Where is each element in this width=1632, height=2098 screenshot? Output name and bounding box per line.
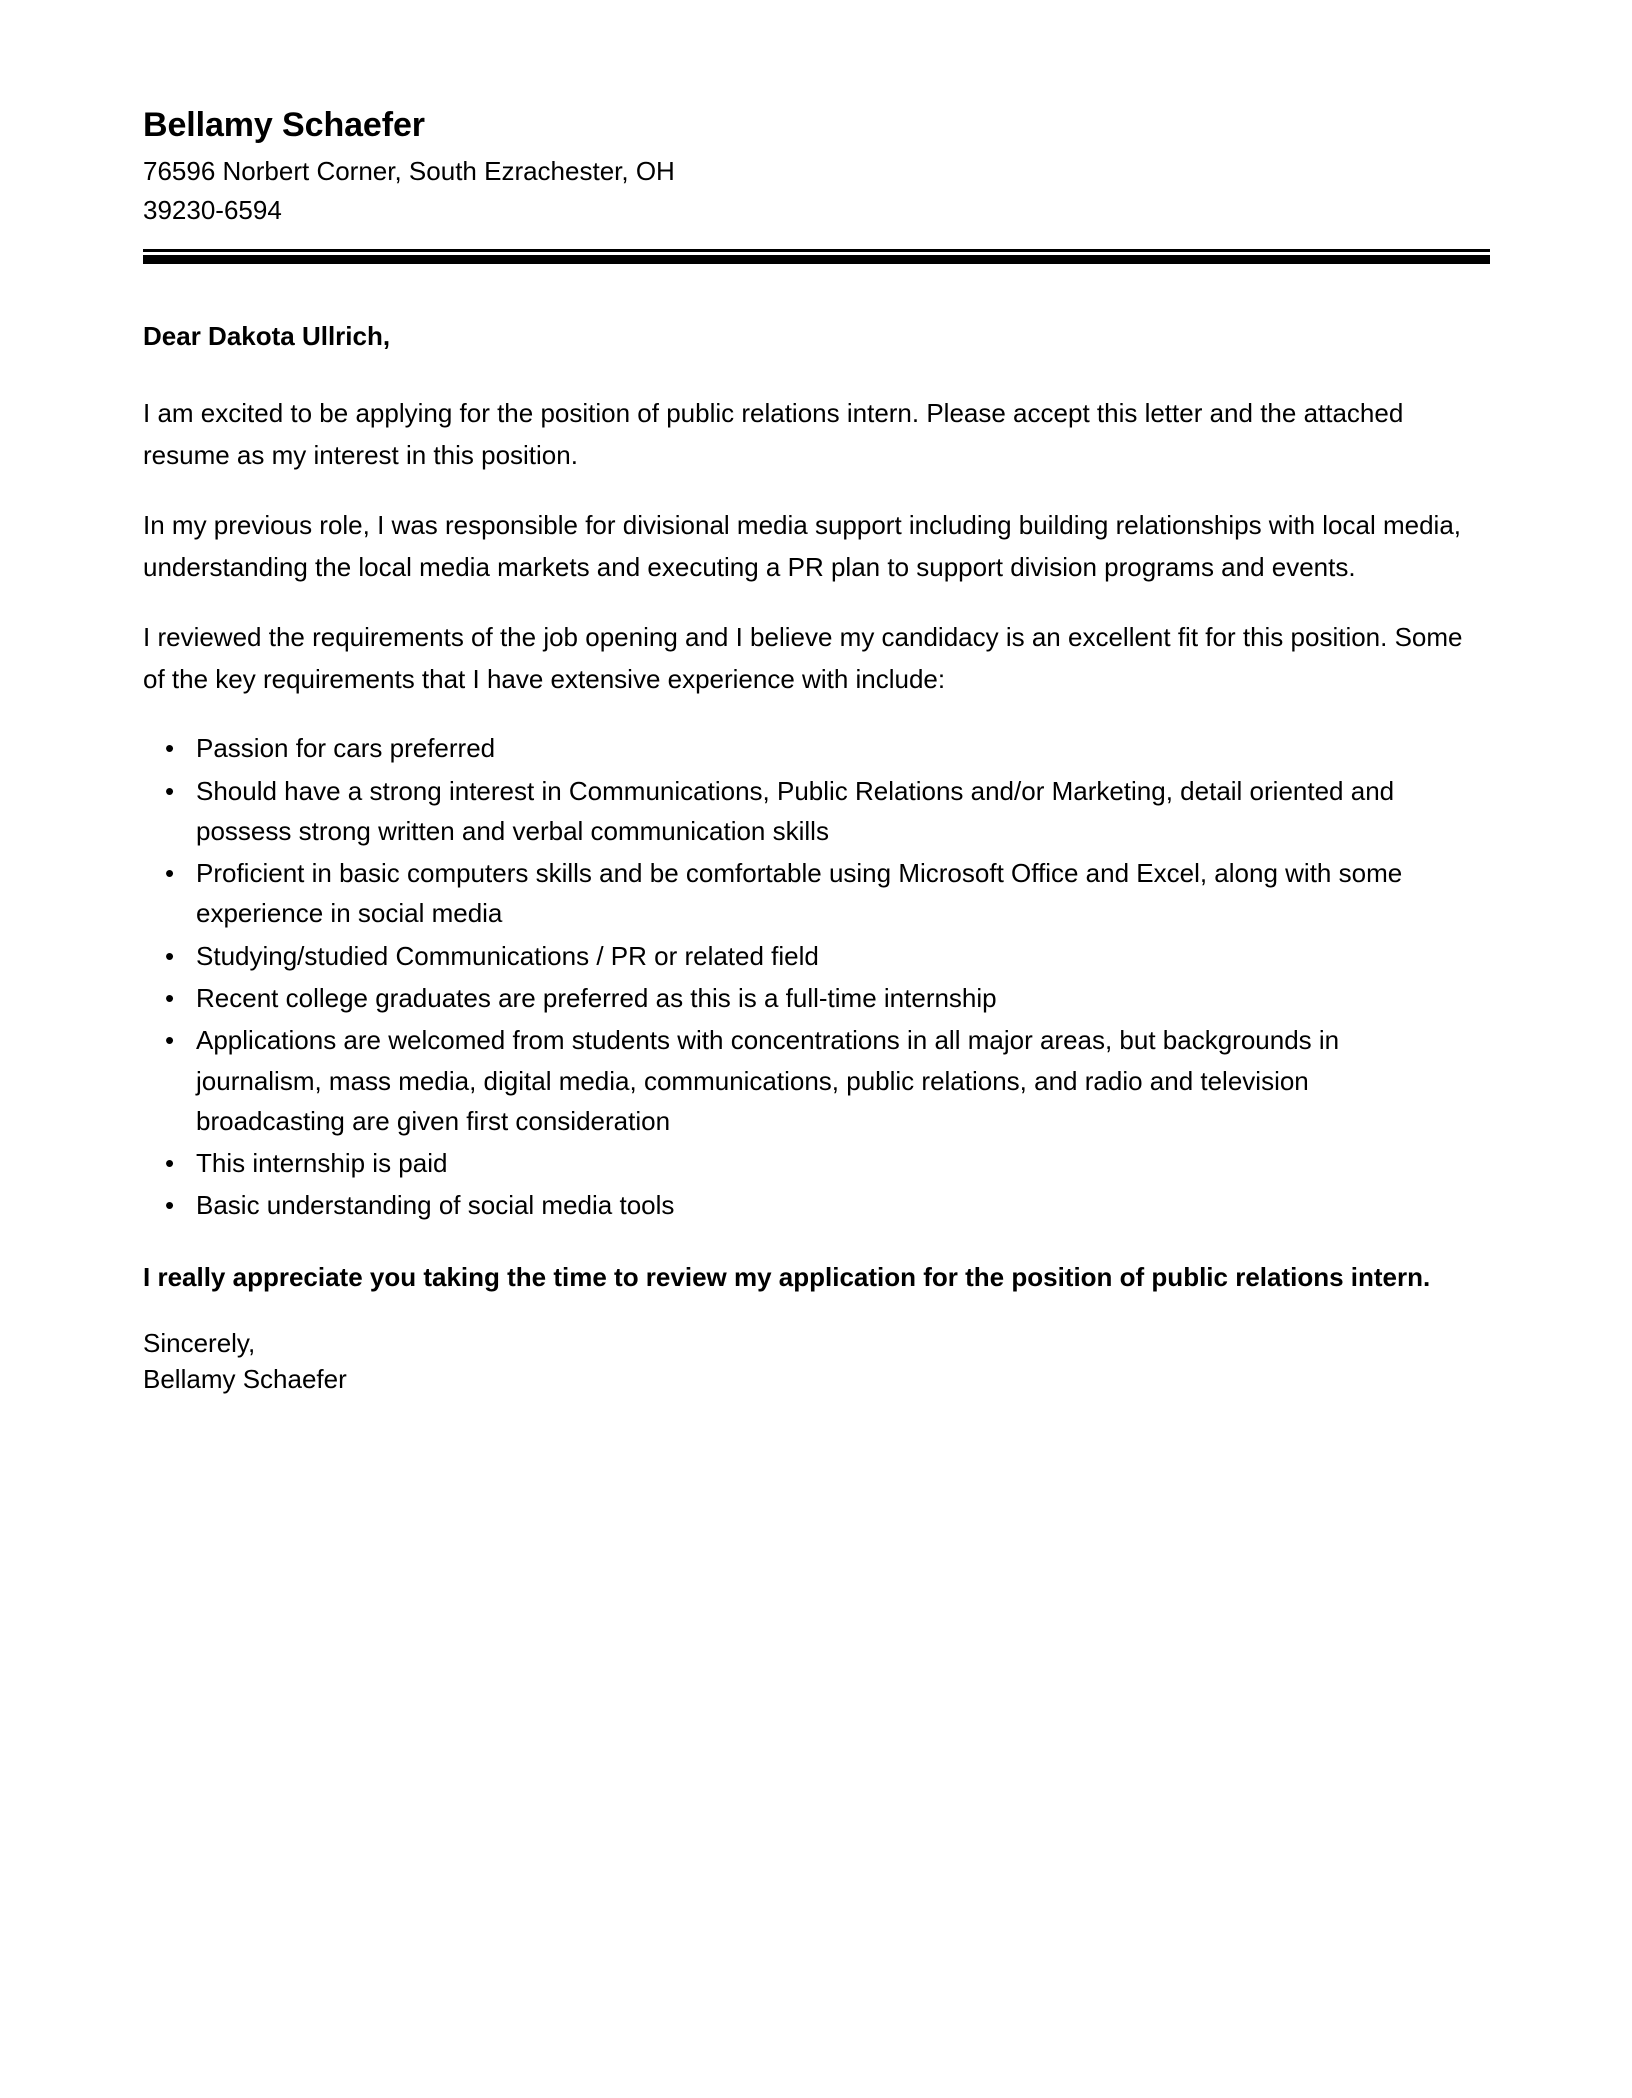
- list-item: [143, 728, 1463, 768]
- divider-thin-rule: [143, 249, 1490, 252]
- list-item: [143, 936, 1463, 976]
- list-item-label: Applications are welcomed from students with concentrations in all major areas, but backgrounds in journalism, mass media, digital media, communications, public relations, and radio and television broadcasting are given first consideration: [196, 1025, 1340, 1136]
- body-paragraph-1: I am excited to be applying for the position of public relations intern. Please accept this letter and the attached resume as my interest in this position.: [143, 397, 1404, 470]
- bullet-icon: •: [165, 1148, 175, 1179]
- list-item-label: This internship is paid: [196, 1148, 448, 1179]
- list-item-label: Proficient in basic computers skills and be comfortable using Microsoft Office and Excel, along with some experience in social media: [196, 858, 1403, 929]
- list-item-label: Passion for cars preferred: [196, 733, 496, 764]
- signature-block: [143, 1326, 1489, 1398]
- divider-thick-rule: [143, 255, 1490, 264]
- list-item-label: Basic understanding of social media tools: [196, 1190, 675, 1221]
- letterhead: [143, 0, 1489, 260]
- body-paragraph-3: I reviewed the requirements of the job opening and I believe my candidacy is an excellent fit for this position. Some of the key requirements that I have extensive experience with include:: [143, 621, 1463, 695]
- sender-name: Bellamy Schaefer: [143, 106, 425, 144]
- list-item: [143, 978, 1463, 1018]
- list-item-label: Recent college graduates are preferred as this is a full-time internship: [196, 982, 997, 1013]
- bullet-icon: •: [165, 858, 175, 889]
- bullet-icon: •: [165, 1025, 175, 1056]
- list-item: [143, 1185, 1463, 1225]
- letter-body: [143, 260, 1489, 1398]
- closing-salutation: Sincerely,: [143, 1327, 256, 1358]
- list-item-label: Should have a strong interest in Communications, Public Relations and/or Marketing, detail oriented and possess strong written and verbal communication skills: [196, 775, 1395, 846]
- list-item-label: Studying/studied Communications / PR or related field: [196, 940, 819, 971]
- salutation: Dear Dakota Ullrich,: [143, 320, 391, 351]
- letterhead-divider: [143, 249, 1490, 260]
- bullet-icon: •: [165, 733, 175, 764]
- list-item: [143, 1143, 1463, 1183]
- sender-address-line-1: 76596 Norbert Corner, South Ezrachester, OH: [143, 155, 675, 186]
- list-item: [143, 853, 1463, 934]
- list-item: [143, 771, 1463, 852]
- closing-statement: I really appreciate you taking the time to review my application for the position of public relations intern.: [143, 1261, 1431, 1292]
- bullet-icon: •: [165, 940, 175, 971]
- requirements-list: [143, 728, 1463, 1226]
- bullet-icon: •: [165, 775, 175, 806]
- list-item: [143, 1020, 1463, 1141]
- bullet-icon: •: [165, 982, 175, 1013]
- body-paragraph-2: In my previous role, I was responsible for divisional media support including building relationships with local media, understanding the local media markets and executing a PR plan to support division programs and events.: [143, 509, 1462, 582]
- sender-address-line-2: 39230-6594: [143, 195, 282, 226]
- signature-name: Bellamy Schaefer: [143, 1363, 347, 1394]
- bullet-icon: •: [165, 1190, 175, 1221]
